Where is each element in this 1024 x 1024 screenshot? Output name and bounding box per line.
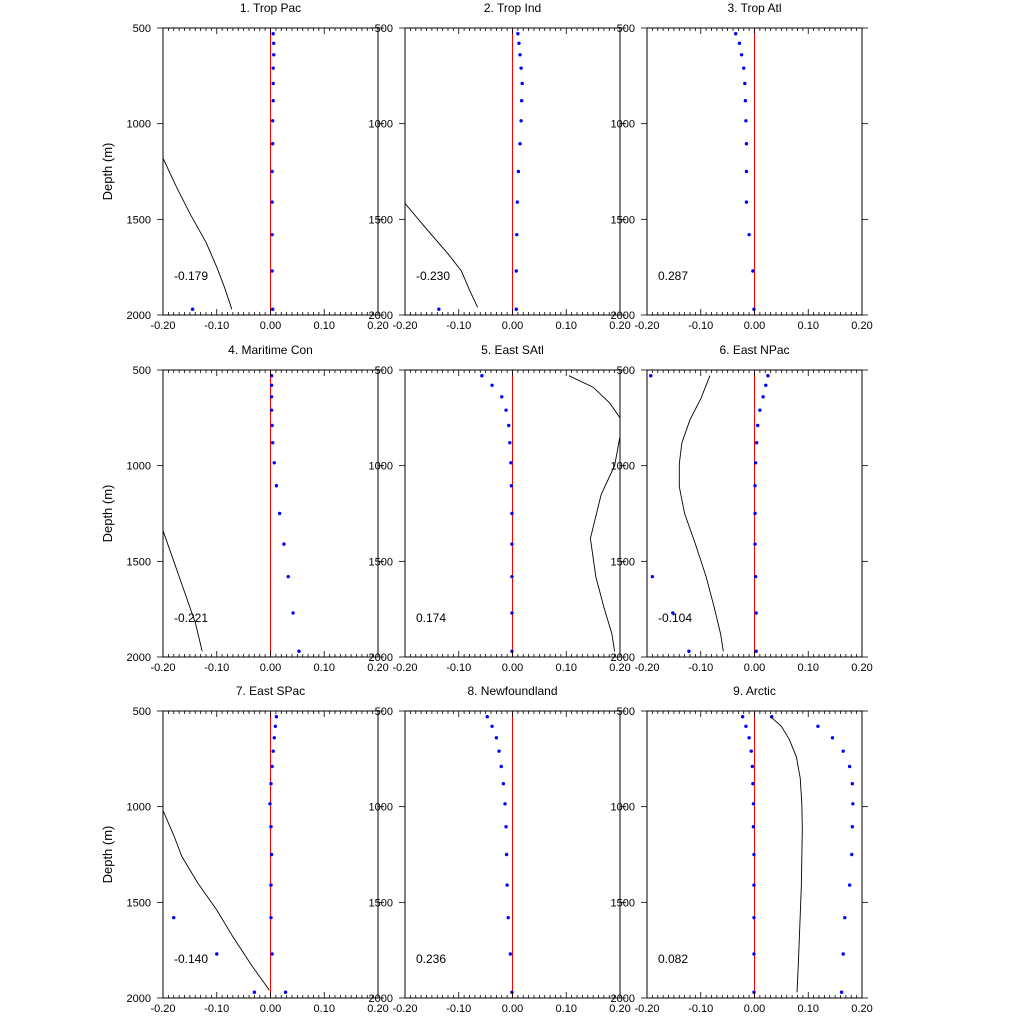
data-point	[509, 461, 512, 464]
y-tick-label: 2000	[368, 993, 393, 1005]
x-tick-label: -0.20	[634, 1003, 660, 1015]
data-point	[270, 384, 273, 387]
data-point	[275, 484, 278, 487]
data-point	[270, 395, 273, 398]
data-point	[271, 142, 274, 145]
panel-7	[100, 684, 389, 1015]
data-point	[747, 233, 750, 236]
panel-title: 8. Newfoundland	[467, 684, 558, 698]
data-point	[743, 82, 746, 85]
series-group	[486, 715, 514, 994]
panel-title: 3. Trop Atl	[727, 1, 782, 15]
data-point	[269, 883, 272, 886]
y-tick-label: 1000	[126, 460, 151, 473]
data-point	[510, 575, 513, 578]
data-point	[520, 82, 523, 85]
data-point	[274, 725, 277, 728]
x-tick-label: 0.20	[609, 320, 631, 332]
x-tick-label: 0.10	[313, 1003, 335, 1015]
data-point	[745, 142, 748, 145]
y-tick-label: 1000	[610, 118, 635, 131]
x-tick-label: 0.00	[743, 662, 766, 674]
data-point	[764, 384, 767, 387]
y-tick-label: 2000	[126, 993, 151, 1005]
data-point	[851, 825, 854, 828]
data-point	[761, 395, 764, 398]
y-tick-label: 500	[616, 365, 635, 377]
data-point	[752, 308, 755, 311]
panel-9	[611, 684, 873, 1015]
y-tick-label: 500	[374, 23, 393, 35]
y-tick-label: 1000	[610, 460, 635, 473]
data-point	[742, 66, 745, 69]
data-point	[509, 952, 512, 955]
data-point	[269, 916, 272, 919]
panel-8	[369, 684, 631, 1015]
data-point	[490, 384, 493, 387]
correlation-label: -0.230	[416, 269, 451, 283]
data-point	[848, 765, 851, 768]
x-tick-label: 0.00	[501, 320, 524, 332]
data-point	[752, 825, 755, 828]
x-tick-label: 0.10	[555, 1003, 577, 1015]
data-point	[816, 725, 819, 728]
data-point	[740, 53, 743, 56]
x-tick-label: 0.20	[851, 662, 873, 674]
y-tick-label: 2000	[368, 310, 393, 322]
data-point	[840, 991, 843, 994]
x-tick-label: 0.00	[501, 1003, 524, 1015]
data-point	[755, 441, 758, 444]
y-tick-label: 1500	[368, 556, 393, 569]
data-point	[480, 374, 483, 377]
data-point	[516, 32, 519, 35]
x-tick-label: -0.10	[446, 662, 472, 674]
y-tick-label: 1000	[368, 801, 393, 814]
y-tick-label: 2000	[610, 652, 635, 664]
x-tick-label: 0.00	[743, 1003, 766, 1015]
data-point	[497, 749, 500, 752]
data-point	[745, 170, 748, 173]
y-tick-label: 500	[132, 706, 151, 718]
data-point	[510, 512, 513, 515]
data-point	[270, 269, 273, 272]
data-point	[253, 991, 256, 994]
data-point	[519, 66, 522, 69]
data-point	[520, 99, 523, 102]
x-tick-label: -0.10	[446, 1003, 472, 1015]
data-point	[172, 916, 175, 919]
x-tick-label: 0.00	[259, 320, 282, 332]
data-point	[297, 650, 300, 653]
x-tick-label: 0.20	[609, 1003, 631, 1015]
data-point	[273, 736, 276, 739]
panel-1	[100, 1, 389, 332]
series-line	[163, 531, 202, 652]
data-point	[515, 233, 518, 236]
data-point	[507, 424, 510, 427]
data-point	[754, 575, 757, 578]
x-tick-label: -0.20	[392, 662, 418, 674]
data-point	[841, 749, 844, 752]
data-point	[510, 611, 513, 614]
x-tick-label: -0.20	[634, 320, 660, 332]
data-point	[270, 200, 273, 203]
data-point	[754, 650, 757, 653]
data-point	[851, 782, 854, 785]
x-tick-label: -0.10	[204, 320, 230, 332]
panel-title: 1. Trop Pac	[239, 1, 302, 15]
data-point	[744, 99, 747, 102]
data-point	[502, 782, 505, 785]
data-point	[270, 233, 273, 236]
y-tick-label: 500	[374, 365, 393, 377]
data-point	[831, 736, 834, 739]
x-tick-label: 0.10	[313, 662, 335, 674]
correlation-label: -0.104	[658, 611, 693, 625]
x-tick-label: 0.20	[367, 662, 389, 674]
panel-title: 9. Arctic	[733, 684, 776, 698]
data-point	[284, 991, 287, 994]
x-tick-label: 0.20	[851, 1003, 873, 1015]
data-point	[500, 395, 503, 398]
data-point	[271, 99, 274, 102]
data-point	[271, 308, 274, 311]
data-point	[734, 32, 737, 35]
y-tick-label: 1000	[368, 460, 393, 473]
x-tick-label: 0.00	[259, 662, 282, 674]
data-point	[495, 736, 498, 739]
data-point	[747, 736, 750, 739]
data-point	[270, 170, 273, 173]
x-tick-label: 0.20	[851, 320, 873, 332]
y-axis-label: Depth (m)	[100, 142, 115, 201]
data-point	[275, 715, 278, 718]
series-line	[679, 376, 723, 652]
data-point	[504, 408, 507, 411]
series-line	[402, 200, 477, 307]
data-point	[766, 374, 769, 377]
data-point	[270, 765, 273, 768]
x-tick-label: 0.20	[609, 662, 631, 674]
data-point	[271, 441, 274, 444]
data-point	[507, 916, 510, 919]
series-group	[741, 715, 855, 994]
data-point	[841, 952, 844, 955]
y-tick-label: 500	[374, 706, 393, 718]
data-point	[510, 484, 513, 487]
y-tick-label: 500	[132, 23, 151, 35]
y-tick-label: 1000	[610, 801, 635, 814]
data-point	[503, 802, 506, 805]
x-tick-label: -0.20	[634, 662, 660, 674]
data-point	[270, 952, 273, 955]
data-point	[287, 575, 290, 578]
data-point	[271, 66, 274, 69]
data-point	[510, 542, 513, 545]
data-point	[272, 53, 275, 56]
data-point	[687, 650, 690, 653]
data-point	[651, 575, 654, 578]
data-point	[756, 424, 759, 427]
x-tick-label: -0.10	[688, 662, 714, 674]
y-tick-label: 2000	[610, 993, 635, 1005]
y-tick-label: 500	[616, 23, 635, 35]
data-point	[851, 802, 854, 805]
panel-title: 4. Maritime Con	[228, 343, 313, 357]
data-point	[517, 170, 520, 173]
correlation-label: -0.221	[174, 611, 209, 625]
correlation-label: -0.140	[174, 952, 209, 966]
data-point	[753, 542, 756, 545]
data-point	[500, 765, 503, 768]
data-point	[515, 269, 518, 272]
data-point	[437, 308, 440, 311]
data-point	[752, 952, 755, 955]
data-point	[271, 749, 274, 752]
x-tick-label: -0.10	[204, 1003, 230, 1015]
data-point	[752, 883, 755, 886]
x-tick-label: -0.20	[392, 1003, 418, 1015]
data-point	[751, 782, 754, 785]
data-point	[744, 725, 747, 728]
y-tick-label: 1000	[126, 118, 151, 131]
data-point	[519, 119, 522, 122]
data-point	[270, 424, 273, 427]
panel-4	[100, 343, 389, 674]
y-tick-label: 1500	[126, 556, 151, 569]
data-point	[752, 802, 755, 805]
correlation-label: 0.236	[416, 952, 447, 966]
series-line	[160, 152, 232, 309]
data-point	[518, 142, 521, 145]
correlation-label: 0.287	[658, 269, 689, 283]
x-tick-label: 0.20	[367, 1003, 389, 1015]
data-point	[738, 42, 741, 45]
y-tick-label: 1500	[368, 897, 393, 910]
data-point	[518, 53, 521, 56]
panel-title: 6. East NPac	[719, 343, 790, 357]
data-point	[649, 374, 652, 377]
data-point	[741, 715, 744, 718]
x-tick-label: -0.10	[688, 1003, 714, 1015]
y-tick-label: 1000	[368, 118, 393, 131]
x-tick-label: 0.00	[501, 662, 524, 674]
data-point	[751, 765, 754, 768]
y-tick-label: 2000	[126, 652, 151, 664]
y-tick-label: 1500	[368, 214, 393, 227]
data-point	[505, 853, 508, 856]
y-tick-label: 2000	[368, 652, 393, 664]
data-point	[191, 308, 194, 311]
panel-6	[611, 343, 873, 674]
data-point	[486, 715, 489, 718]
data-point	[515, 308, 518, 311]
x-tick-label: -0.10	[688, 320, 714, 332]
x-tick-label: -0.10	[204, 662, 230, 674]
data-point	[848, 883, 851, 886]
x-tick-label: 0.10	[313, 320, 335, 332]
x-tick-label: -0.20	[150, 662, 176, 674]
data-point	[271, 119, 274, 122]
y-tick-label: 1500	[610, 214, 635, 227]
x-tick-label: -0.20	[150, 320, 176, 332]
panel-title: 5. East SAtl	[481, 343, 544, 357]
x-tick-label: 0.00	[743, 320, 766, 332]
data-point	[843, 916, 846, 919]
data-point	[752, 991, 755, 994]
y-axis-label: Depth (m)	[100, 484, 115, 543]
panel-2	[369, 1, 631, 332]
data-point	[754, 461, 757, 464]
data-point	[517, 42, 520, 45]
data-point	[745, 200, 748, 203]
x-tick-label: 0.10	[797, 662, 819, 674]
data-point	[291, 611, 294, 614]
data-point	[271, 32, 274, 35]
data-point	[510, 650, 513, 653]
correlation-label: 0.174	[416, 611, 447, 625]
data-point	[758, 408, 761, 411]
y-tick-label: 1500	[610, 556, 635, 569]
correlation-label: 0.082	[658, 952, 689, 966]
y-tick-label: 1000	[126, 801, 151, 814]
data-point	[273, 461, 276, 464]
data-point	[504, 825, 507, 828]
data-point	[850, 853, 853, 856]
data-point	[282, 542, 285, 545]
x-tick-label: -0.20	[392, 320, 418, 332]
data-point	[269, 782, 272, 785]
data-point	[516, 200, 519, 203]
data-point	[270, 853, 273, 856]
data-point	[278, 512, 281, 515]
y-axis-label: Depth (m)	[100, 825, 115, 884]
data-point	[752, 853, 755, 856]
panel-title: 2. Trop Ind	[483, 1, 542, 15]
y-tick-label: 1500	[126, 897, 151, 910]
x-tick-label: 0.10	[797, 1003, 819, 1015]
data-point	[269, 825, 272, 828]
y-tick-label: 2000	[126, 310, 151, 322]
data-point	[753, 512, 756, 515]
data-point	[753, 484, 756, 487]
data-point	[490, 725, 493, 728]
data-point	[215, 952, 218, 955]
series-group	[734, 32, 756, 311]
x-tick-label: 0.00	[259, 1003, 282, 1015]
y-tick-label: 2000	[610, 310, 635, 322]
y-tick-label: 1500	[126, 214, 151, 227]
panel-5	[369, 343, 631, 674]
panel-3	[611, 1, 873, 332]
data-point	[272, 42, 275, 45]
data-point	[268, 802, 271, 805]
x-tick-label: -0.20	[150, 1003, 176, 1015]
x-tick-label: -0.10	[446, 320, 472, 332]
data-point	[751, 269, 754, 272]
y-tick-label: 500	[132, 365, 151, 377]
x-tick-label: 0.10	[797, 320, 819, 332]
data-point	[270, 408, 273, 411]
data-point	[744, 119, 747, 122]
data-point	[510, 991, 513, 994]
y-tick-label: 1500	[610, 897, 635, 910]
series-group	[480, 374, 623, 653]
data-point	[505, 883, 508, 886]
y-tick-label: 500	[616, 706, 635, 718]
x-tick-label: 0.20	[367, 320, 389, 332]
data-point	[271, 82, 274, 85]
x-tick-label: 0.10	[555, 662, 577, 674]
panel-title: 7. East SPac	[235, 684, 306, 698]
data-point	[752, 916, 755, 919]
series-line	[771, 717, 803, 993]
data-point	[750, 749, 753, 752]
series-line	[569, 376, 623, 652]
correlation-label: -0.179	[174, 269, 209, 283]
x-tick-label: 0.10	[555, 320, 577, 332]
data-point	[754, 611, 757, 614]
data-point	[508, 441, 511, 444]
